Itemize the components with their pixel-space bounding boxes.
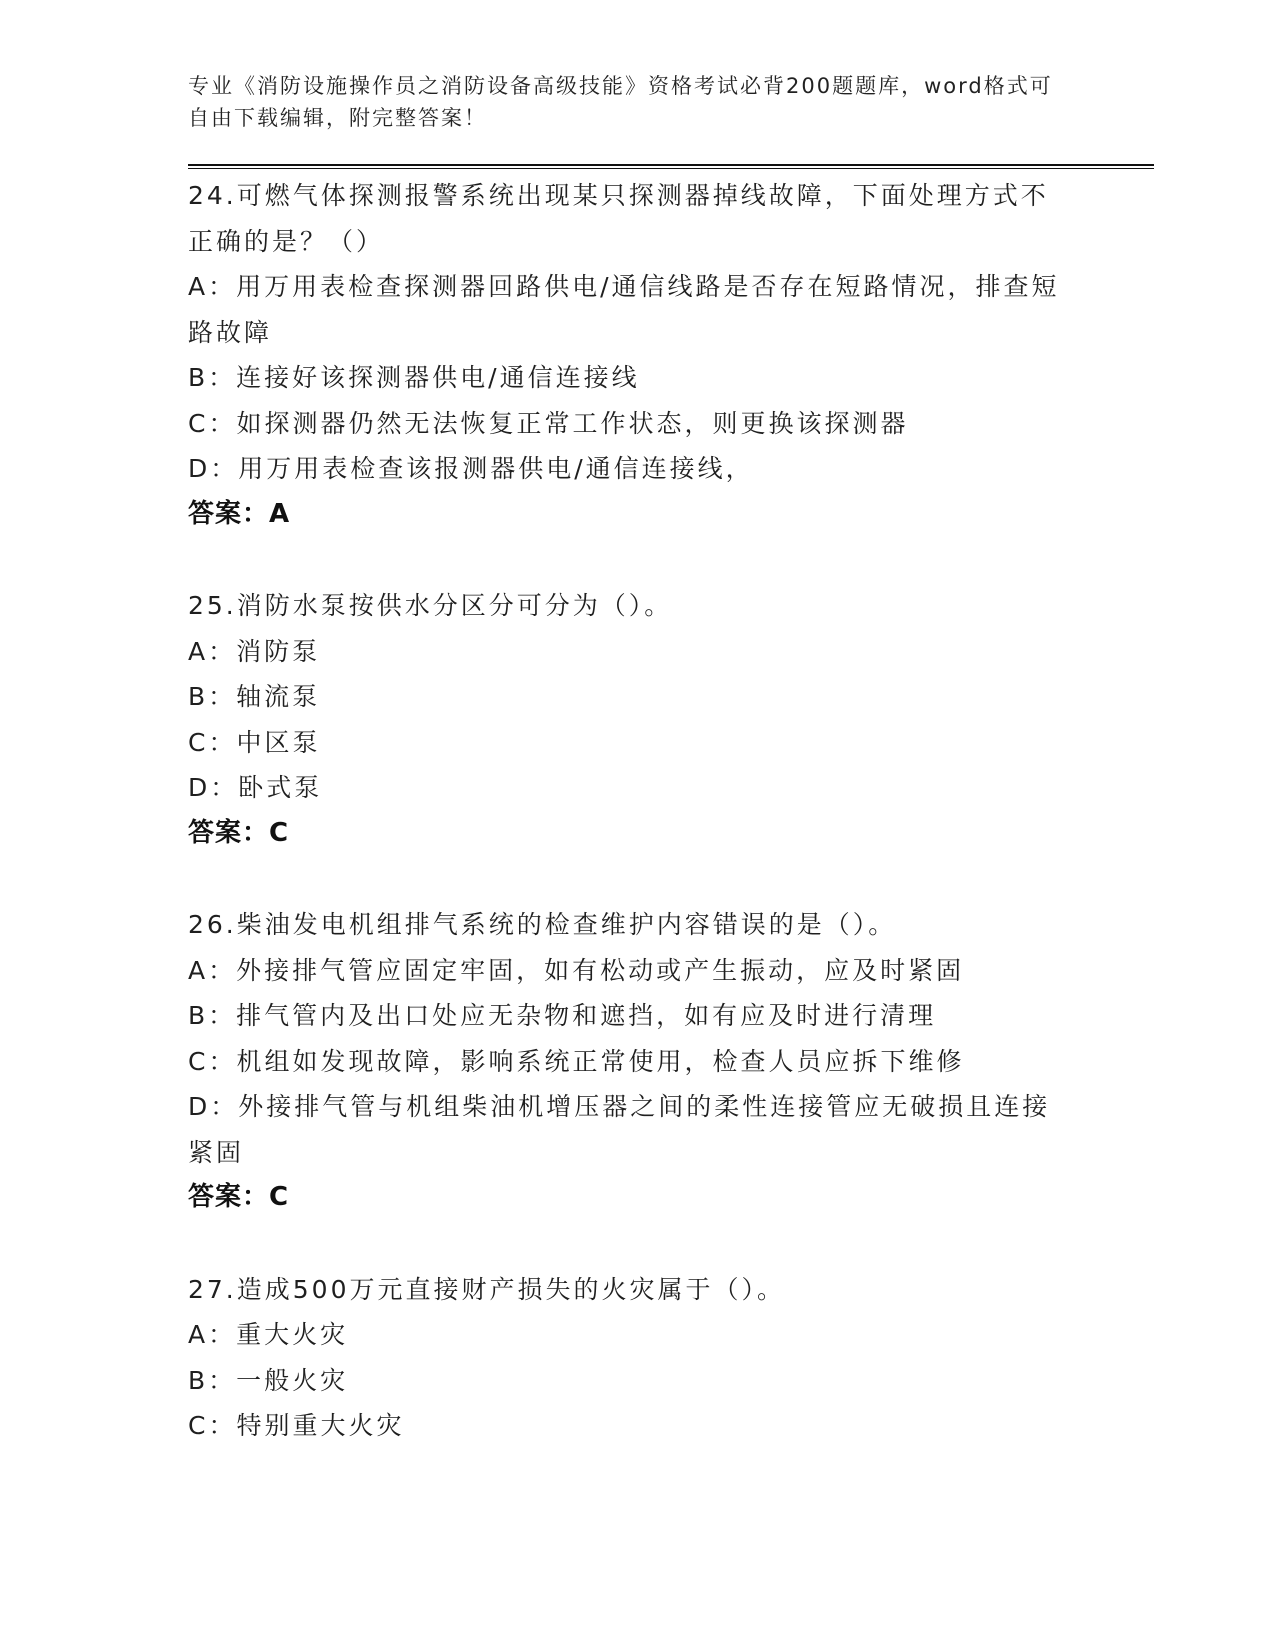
option-c: C：如探测器仍然无法恢复正常工作状态，则更换该探测器 xyxy=(188,408,909,438)
document-header: 专业《消防设施操作员之消防设备高级技能》资格考试必背200题题库，word格式可自由下载编辑，附完整答案！ xyxy=(188,74,1053,130)
question-item xyxy=(188,1267,1148,1449)
option-d: D：用万用表检查该报测器供电/通信连接线， xyxy=(188,454,754,483)
option-a: A：重大火灾 xyxy=(188,1320,349,1349)
option-a: A：消防泵 xyxy=(188,636,321,666)
option-b: B：一般火灾 xyxy=(188,1365,349,1395)
question-stem: 27.造成500万元直接财产损失的火灾属于（）。 xyxy=(188,1274,785,1304)
option-c: C：特别重大火灾 xyxy=(188,1411,405,1440)
answer-label: 答案：A xyxy=(188,498,291,529)
question-item xyxy=(188,173,1148,537)
option-a: A：用万用表检查探测器回路供电/通信线路是否存在短路情况，排查短路故障 xyxy=(188,272,1060,347)
question-stem: 24.可燃气体探测报警系统出现某只探测器掉线故障，下面处理方式不正确的是？（） xyxy=(188,181,1049,256)
answer-label: 答案：C xyxy=(188,817,290,848)
option-b: B：轴流泵 xyxy=(188,682,321,711)
header-divider xyxy=(188,164,1154,169)
option-b: B：排气管内及出口处应无杂物和遮挡，如有应及时进行清理 xyxy=(188,1001,937,1030)
option-a: A：外接排气管应固定牢固，如有松动或产生振动，应及时紧固 xyxy=(188,955,965,985)
answer-label: 答案：C xyxy=(188,1182,290,1212)
question-item xyxy=(188,902,1148,1221)
question-item xyxy=(188,583,1148,856)
option-c: C：中区泵 xyxy=(188,727,321,757)
option-b: B：连接好该探测器供电/通信连接线 xyxy=(188,363,640,392)
question-stem: 25.消防水泵按供水分区分可分为（）。 xyxy=(188,591,673,620)
option-d: D：外接排气管与机组柴油机增压器之间的柔性连接管应无破损且连接紧固 xyxy=(188,1092,1051,1167)
option-d: D：卧式泵 xyxy=(188,773,323,802)
question-list xyxy=(188,173,1148,1449)
document-page xyxy=(188,70,1148,1495)
question-stem: 26.柴油发电机组排气系统的检查维护内容错误的是（）。 xyxy=(188,910,897,939)
option-c: C：机组如发现故障，影响系统正常使用，检查人员应拆下维修 xyxy=(188,1046,965,1076)
